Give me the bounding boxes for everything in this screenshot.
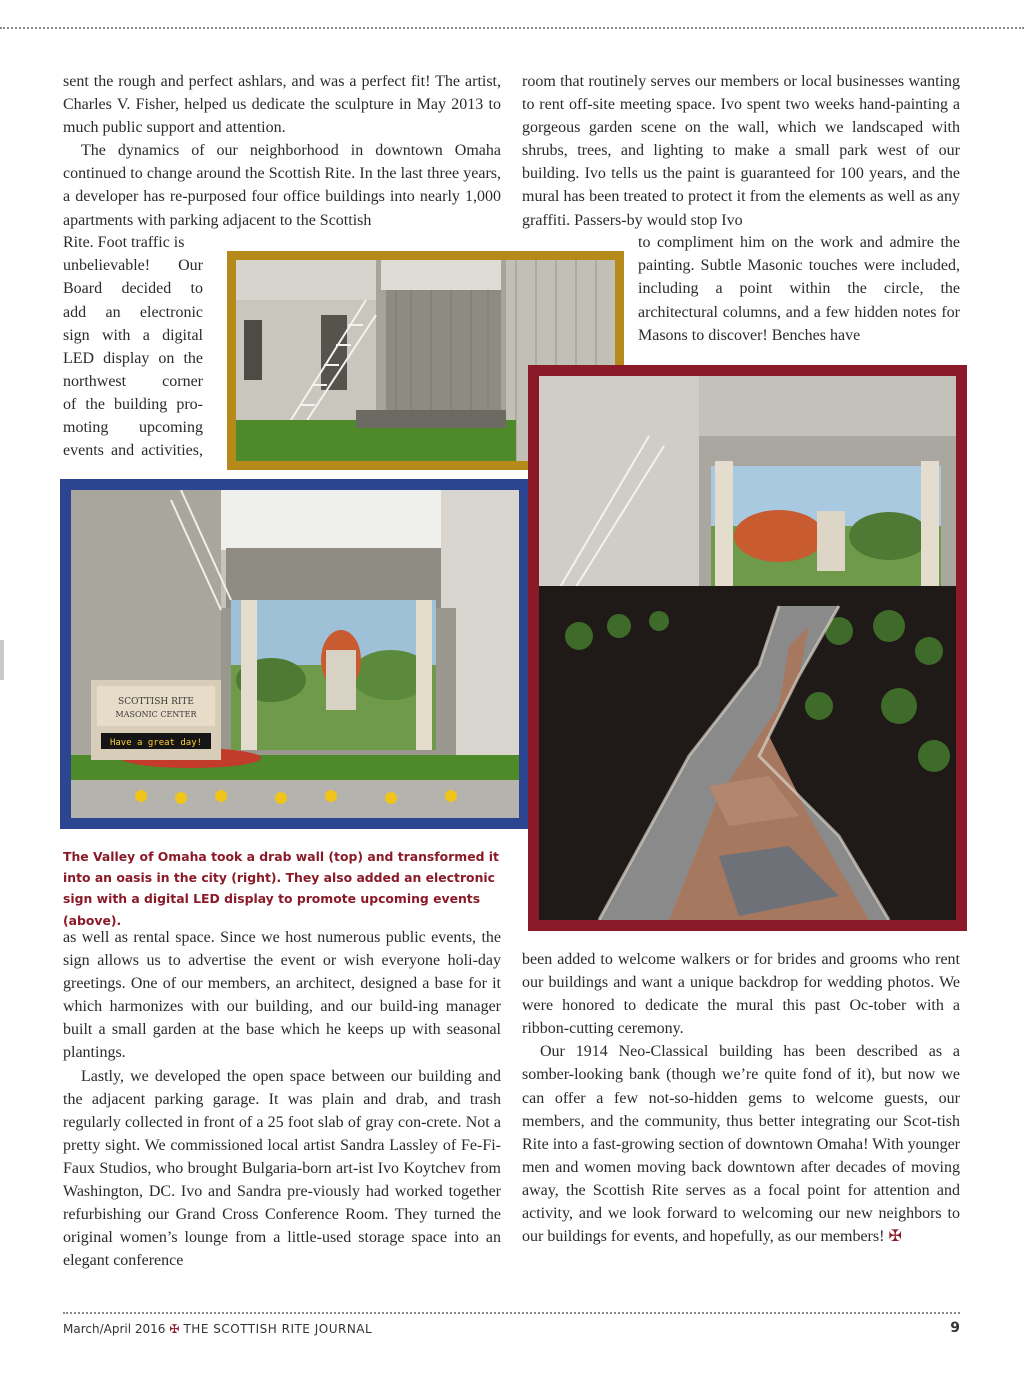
- top-dotted-rule: [0, 27, 1024, 29]
- col1-wrap-text: [63, 231, 203, 462]
- paragraph: sent the rough and perfect ashlars, and was a perfect fit! The artist, Charles V. Fisher, helped us dedicate the sculpture in May 2013 to much public support and attention.: [63, 73, 501, 137]
- col2-top-text: [522, 70, 960, 232]
- col1-top-text: [63, 70, 501, 232]
- journal-name: THE SCOTTISH RITE JOURNAL: [183, 1322, 373, 1336]
- paragraph: room that routinely serves our members or local businesses wanting to rent off-site meeting space. Ivo spent two weeks hand-painting a gorgeous garden scene on the wall, which we landscaped with shrubs, trees, and lighting to make a small park west of our building. Ivo tells us the paint is guaranteed for 100 years, and the mural has been treated to protect it from the elements as well as any graffiti. Passers-by would stop Ivo: [522, 73, 960, 229]
- wrap-line: unbelievable! Our: [63, 257, 203, 275]
- wrap-line: northwest corner: [63, 372, 203, 390]
- sign-line-2: MASONIC CENTER: [115, 710, 197, 719]
- end-mark-icon: ✠: [888, 1228, 902, 1246]
- page-edge-mark: [0, 640, 4, 680]
- wrap-line: Rite. Foot traffic is: [63, 234, 185, 252]
- wrap-line: Board decided to: [63, 280, 203, 298]
- bottom-dotted-rule: [63, 1312, 960, 1314]
- paragraph: been added to welcome walkers or for brides and grooms who rent our buildings and want a unique backdrop for wedding photos. We were honored to dedicate the mural this past Oc-tober with a ribbon-cutting ceremony.: [522, 951, 960, 1038]
- cross-separator-icon: ✠: [169, 1322, 180, 1336]
- col2-bottom-text: [522, 948, 960, 1248]
- wrap-line: moting upcoming: [63, 419, 203, 437]
- paragraph: The dynamics of our neighborhood in downtown Omaha continued to change around the Scottish Rite. In the last three years, a developer has re-purposed four office buildings into nearly 1,000 apartments with parking adjacent to the Scottish: [63, 142, 501, 229]
- paragraph: as well as rental space. Since we host numerous public events, the sign allows us to advertise the event or wish everyone holi-day greetings. One of our members, an architect, designed a base for it which harmonizes with our building, and our build-ing manager built a small garden at the base which he keeps up with seasonal plantings.: [63, 929, 501, 1062]
- sign-mural-image: [71, 490, 519, 818]
- paragraph: Our 1914 Neo-Classical building has been described as a somber-looking bank (though we’re quite fond of it), but now we can offer a few not-so-hidden gems to welcome guests, our members, and the community, thus better integrating our Scot-tish Rite into a fast-growing section of downtown Omaha! With younger men and women moving back downtown after decades of moving away, the Scottish Rite serves as a focal point for attention and activity, and we look forward to welcoming our new neighbors to our buildings for events, and hopefully, as our members! ✠: [522, 1043, 960, 1246]
- paragraph: Lastly, we developed the open space between our building and the adjacent parking garage. It was plain and drab, and trash regularly collected in front of a 25 foot slab of gray con-crete. Not a pretty sight. We commissioned local artist Sandra Lassley of Fe-Fi-Faux Studios, who brought Bulgaria-born art-ist Ivo Koytchev from Washington, DC. Ivo and Sandra pre-viously had worked together refurbishing our Grand Cross Conference Room. They turned the original women’s lounge from a little-used storage space into an elegant conference: [63, 1067, 501, 1270]
- wrap-line: add an electronic: [63, 303, 203, 321]
- page-number: 9: [950, 1320, 960, 1336]
- col2-wrap-text: [638, 231, 960, 346]
- sign-line-1: SCOTTISH RITE: [118, 697, 194, 707]
- col1-bottom-text: [63, 926, 501, 1272]
- photo-sign-mural: [60, 479, 530, 829]
- wrap-line: LED display on the: [63, 349, 203, 367]
- paragraph: to compliment him on the work and admire the painting. Subtle Masonic touches were included, including a point within the circle, the architectural columns, and a few hidden notes for Masons to discover! Benches have: [638, 234, 960, 344]
- page-footer: [63, 1322, 960, 1342]
- wrap-line: sign with a digital: [63, 326, 203, 344]
- wrap-line: events and activities,: [63, 442, 203, 460]
- wrap-line: of the building pro-: [63, 395, 203, 413]
- footer-left: [63, 1322, 372, 1336]
- photo-garden-path: [528, 365, 967, 931]
- garden-path-image: [539, 376, 956, 920]
- led-display-text: Have a great day!: [109, 738, 203, 748]
- issue-date: March/April 2016: [63, 1322, 166, 1336]
- photo-caption: The Valley of Omaha took a drab wall (top) and transformed it into an oasis in the city (right). They also added an electronic sign with a digital LED display to promote upcoming events (above).: [63, 849, 499, 928]
